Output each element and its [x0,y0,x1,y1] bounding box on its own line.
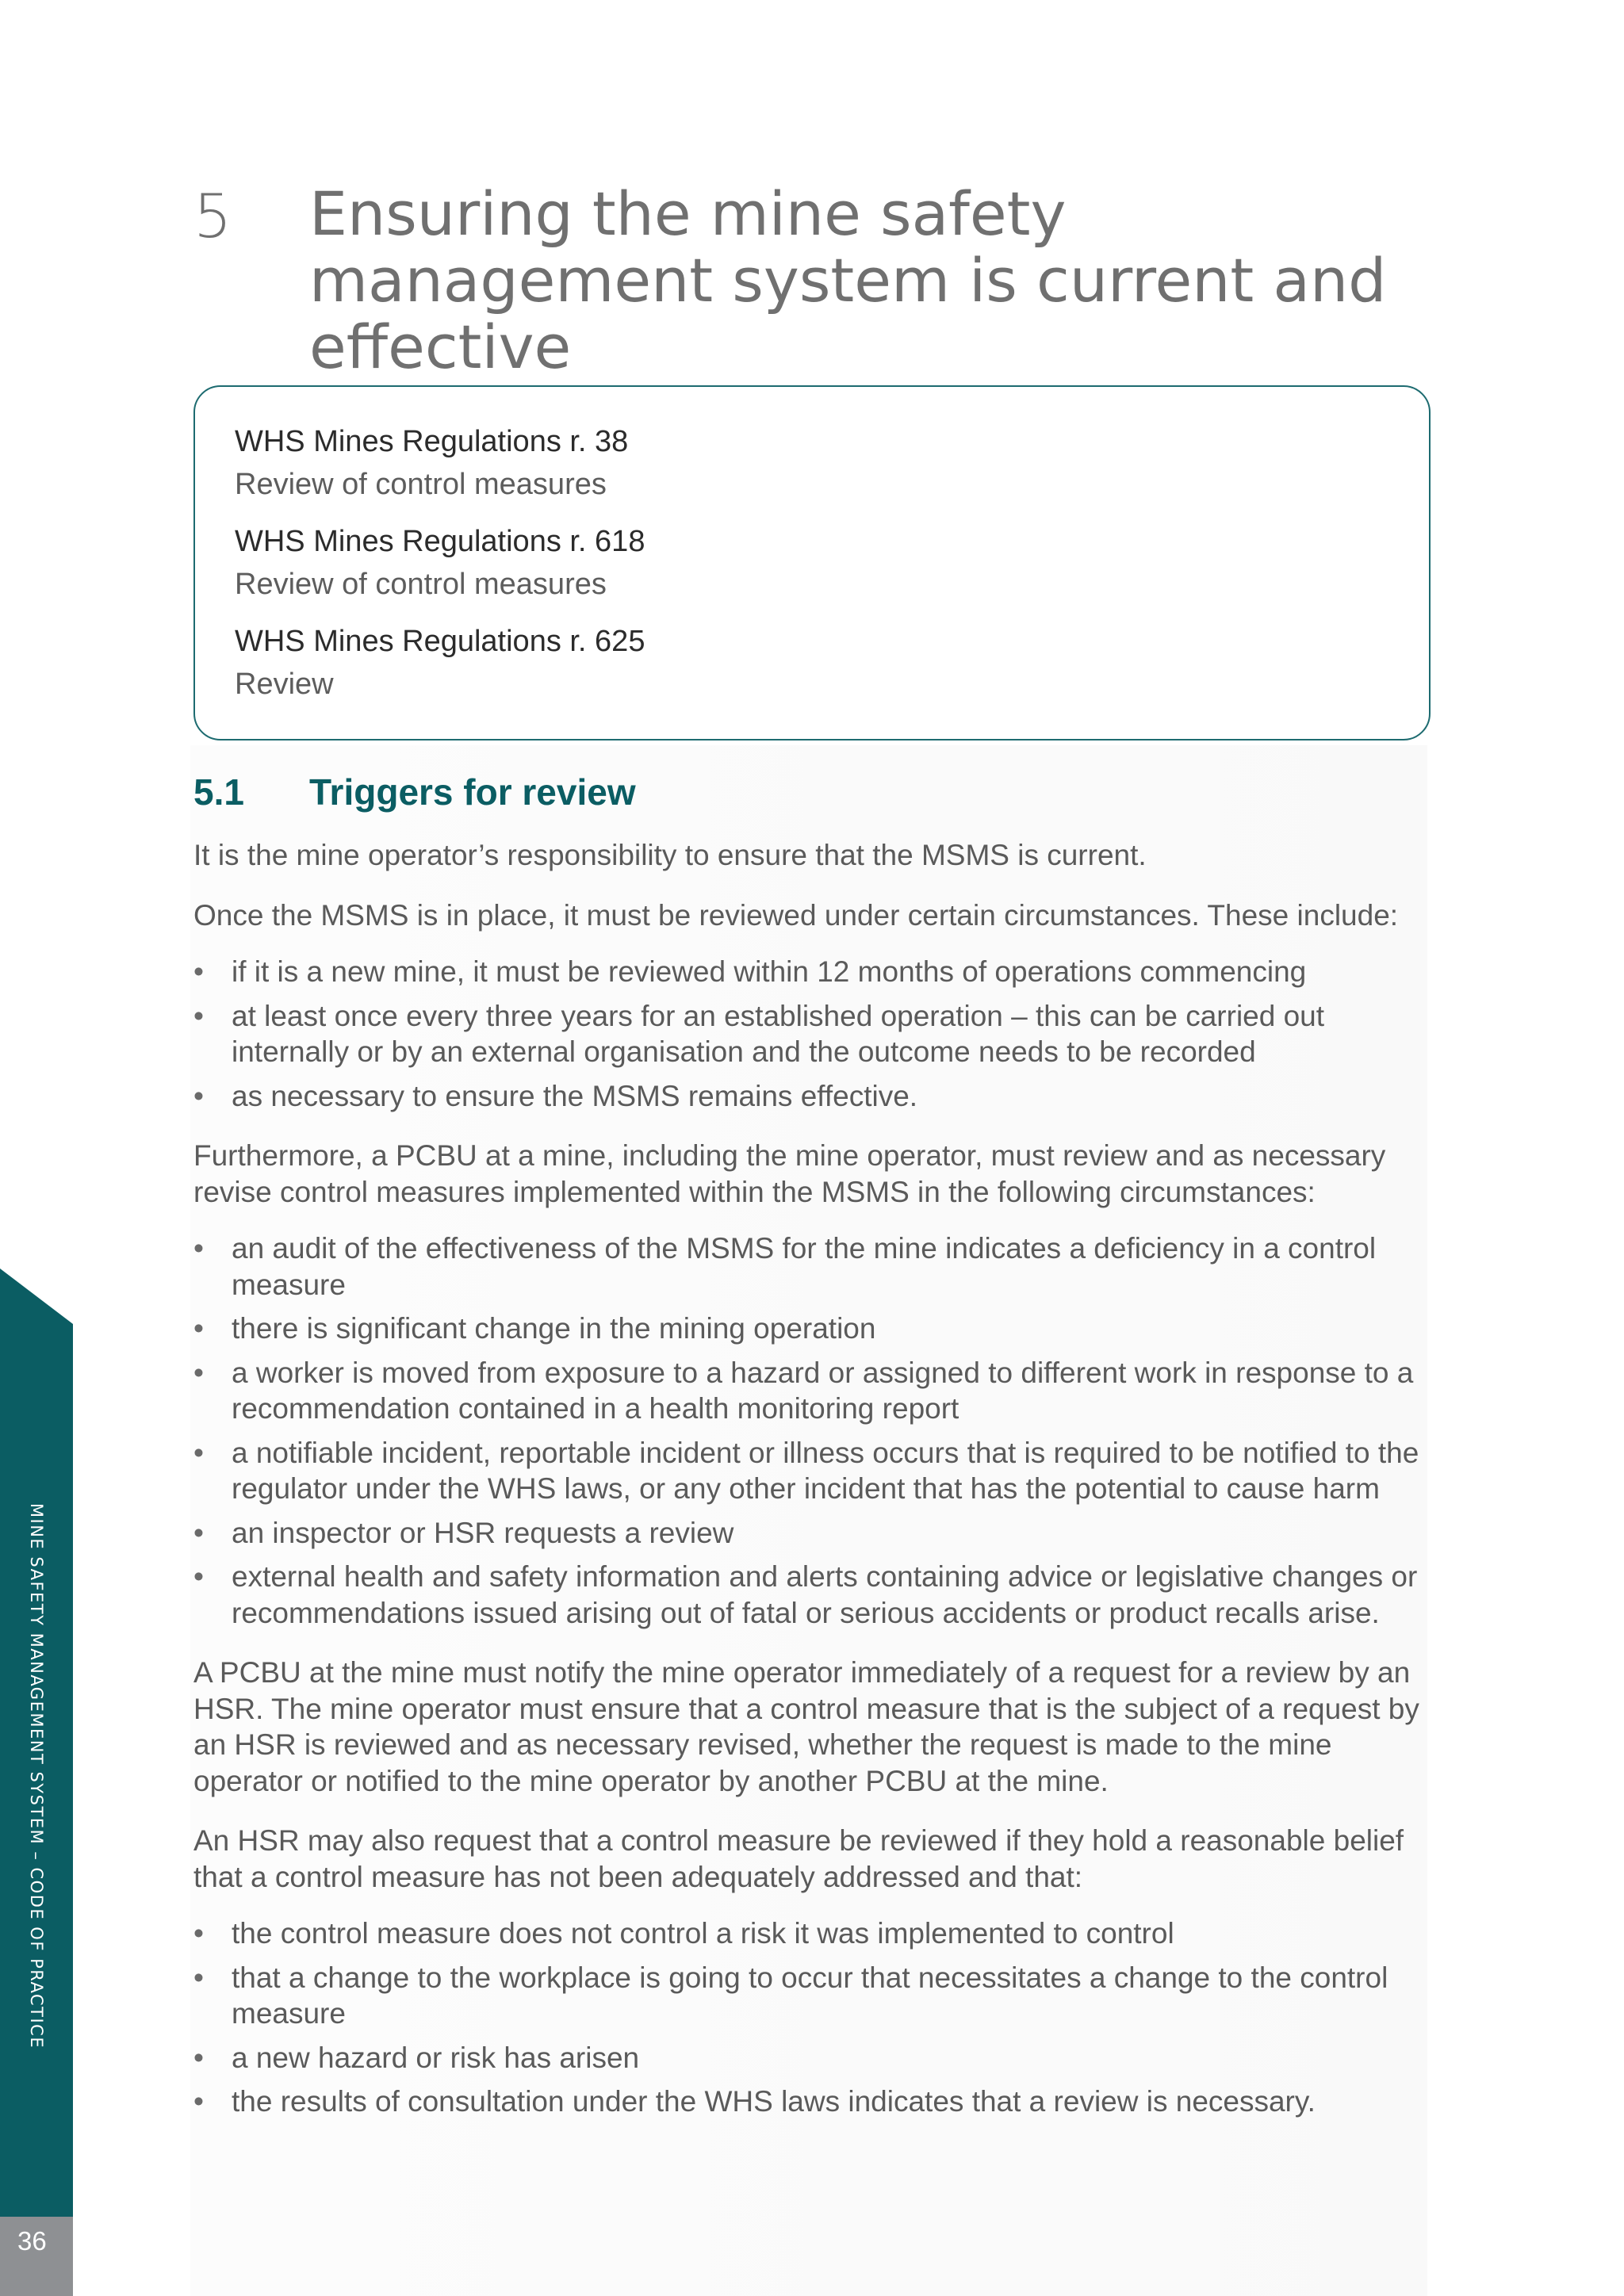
body-paragraph: Once the MSMS is in place, it must be reviewed under certain circumstances. These include: [193,898,1399,932]
regulation-description: Review of control measures [235,468,607,501]
hsr-request-grounds-list [193,1915,1438,2120]
bullet-icon: • [193,2085,204,2118]
control-review-triggers-list [193,1230,1438,1631]
chapter-title: Ensuring the mine safety management system is current and effective [309,178,1387,382]
body-paragraph: Furthermore, a PCBU at a mine, including the mine operator, must review and as necessary revise control measures implemented within the MSMS in the following circumstances: [193,1139,1386,1208]
review-circumstances-list [193,954,1438,1114]
bullet-icon: • [193,999,204,1032]
document-title-vertical: MINE SAFETY MANAGEMENT SYSTEM – CODE OF PRACTICE [27,1502,46,2049]
regulation-entry [235,620,1389,706]
list-item-text: the control measure does not control a risk it was implemented to control [232,1917,1174,1950]
list-item [193,1915,1438,1952]
bullet-icon: • [193,2041,204,2074]
bullet-icon: • [193,1436,204,1469]
list-item [193,2040,1438,2076]
list-item [193,1311,1438,1347]
bullet-icon: • [193,1961,204,1994]
list-item [193,1355,1438,1427]
list-item-text: a worker is moved from exposure to a hazard or assigned to different work in response to a recommendation contained in a health monitoring report [232,1356,1414,1425]
regulation-title: WHS Mines Regulations r. 618 [235,525,645,558]
list-item-text: at least once every three years for an established operation – this can be carried out internally or by an external organisation and the outcome needs to be recorded [232,999,1325,1068]
list-item-text: as necessary to ensure the MSMS remains effective. [232,1079,918,1112]
list-item [193,2084,1438,2120]
bullet-icon: • [193,1232,204,1265]
list-item [193,1435,1438,1507]
list-item-text: there is significant change in the mining operation [232,1312,876,1345]
bullet-icon: • [193,1079,204,1112]
list-item [193,1960,1438,2032]
list-item [193,1230,1438,1303]
regulations-callout-box [193,385,1431,740]
list-item-text: an inspector or HSR requests a review [232,1516,734,1549]
list-item-text: external health and safety information and alerts containing advice or legislative changes or recommendations issued arising out of fatal or serious accidents or product recalls arise. [232,1560,1418,1629]
list-item-text: that a change to the workplace is going to occur that necessitates a change to the control measure [232,1961,1388,2030]
list-item-text: an audit of the effectiveness of the MSMS for the mine indicates a deficiency in a control measure [232,1232,1377,1301]
list-item [193,1515,1438,1552]
regulation-title: WHS Mines Regulations r. 38 [235,425,629,458]
body-paragraph: A PCBU at the mine must notify the mine operator immediately of a request for a review by an HSR. The mine operator must ensure that a control measure that is the subject of a request by an HSR is reviewed and as necessary revised, whether the request is made to the mine operator or notified to the mine operator by another PCBU at the mine. [193,1656,1419,1797]
chapter-number: 5 [193,181,232,251]
regulation-entry [235,420,1389,506]
bullet-icon: • [193,1356,204,1389]
list-item-text: the results of consultation under the WHS laws indicates that a review is necessary. [232,2085,1316,2118]
list-item [193,998,1438,1070]
body-paragraph: It is the mine operator’s responsibility to ensure that the MSMS is current. [193,839,1147,871]
body-paragraph: An HSR may also request that a control measure be reviewed if they hold a reasonable belief that a control measure has not been adequately addressed and that: [193,1824,1404,1893]
bullet-icon: • [193,1516,204,1549]
regulation-title: WHS Mines Regulations r. 625 [235,625,645,658]
list-item [193,954,1438,990]
bullet-icon: • [193,1312,204,1345]
section-body [193,837,1438,2144]
page-number: 36 [17,2226,47,2256]
regulation-entry [235,520,1389,606]
list-item-text: a new hazard or risk has arisen [232,2041,640,2074]
bullet-icon: • [193,955,204,988]
list-item-text: if it is a new mine, it must be reviewed within 12 months of operations commencing [232,955,1307,988]
bullet-icon: • [193,1560,204,1593]
list-item-text: a notifiable incident, reportable incident or illness occurs that is required to be notified to the regulator under the WHS laws, or any other incident that has the potential to cause harm [232,1436,1419,1505]
list-item [193,1078,1438,1115]
regulation-description: Review [235,668,334,701]
list-item [193,1559,1438,1631]
section-title: Triggers for review [309,771,636,813]
section-number: 5.1 [193,771,244,813]
bullet-icon: • [193,1917,204,1950]
regulation-description: Review of control measures [235,568,607,601]
